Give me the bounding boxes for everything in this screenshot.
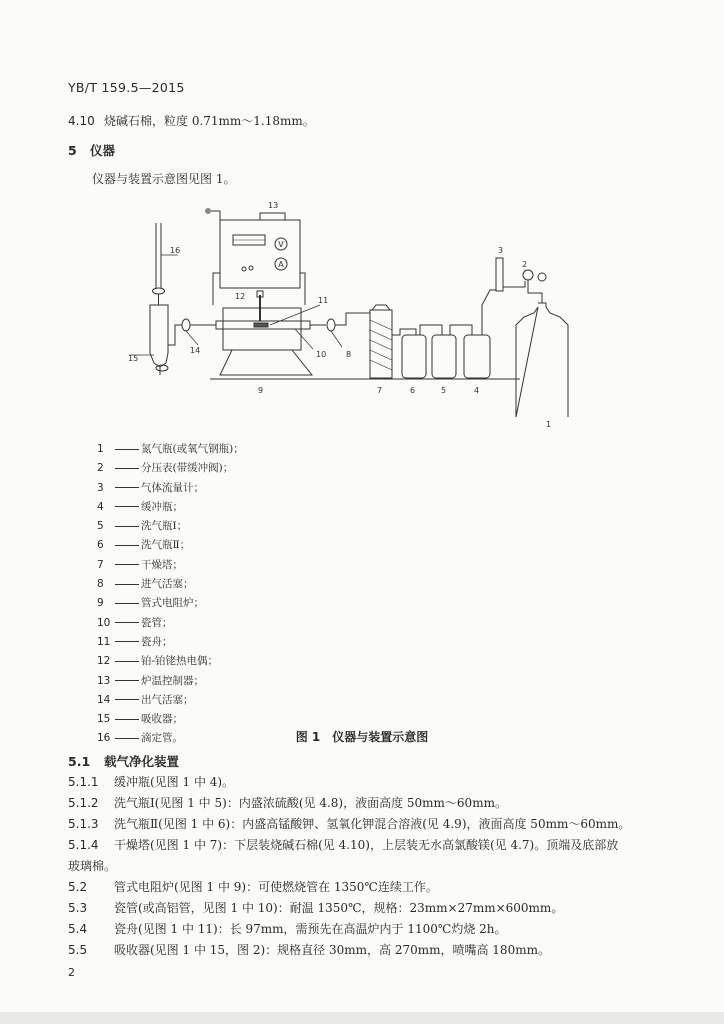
legend-dash bbox=[115, 468, 139, 469]
legend-item bbox=[97, 536, 244, 555]
figure-legend bbox=[97, 440, 244, 749]
section-5-1-heading bbox=[68, 752, 179, 770]
regulator-valve-icon bbox=[538, 273, 546, 281]
label-16: 16 bbox=[170, 246, 181, 255]
label-2: 2 bbox=[522, 260, 528, 269]
label-11: 11 bbox=[318, 296, 329, 305]
item-5-1-1: 5.1.1 缓冲瓶(见图 1 中 4)。 bbox=[68, 775, 235, 789]
legend-item bbox=[97, 710, 244, 729]
label-13: 13 bbox=[268, 201, 279, 210]
drying-tower-cap bbox=[372, 305, 390, 310]
label-7: 7 bbox=[377, 386, 383, 395]
legend-item bbox=[97, 652, 244, 671]
label-10: 10 bbox=[316, 350, 327, 359]
label-14: 14 bbox=[190, 346, 201, 355]
drying-tower bbox=[370, 310, 392, 378]
controller-wire-right bbox=[300, 273, 305, 305]
item-5-1-3: 5.1.3 洗气瓶Ⅱ(见图 1 中 6)：内盛高锰酸钾、氢氧化钾混合溶液(见 4.9)，液面高度 50mm～60mm。 bbox=[68, 817, 631, 831]
label-1: 1 bbox=[546, 420, 552, 429]
label-8: 8 bbox=[346, 350, 352, 359]
legend-item-number: 5 bbox=[97, 520, 104, 533]
voltmeter-label: V bbox=[278, 240, 284, 249]
absorber-inlet-tube bbox=[168, 325, 182, 345]
apparatus-diagram bbox=[120, 195, 590, 430]
legend-item-number: 8 bbox=[97, 578, 104, 591]
legend-dash bbox=[115, 545, 139, 546]
figure-caption: 图 1 仪器与装置示意图 bbox=[295, 730, 429, 744]
tube-5-4 bbox=[450, 325, 472, 335]
legend-dash bbox=[115, 526, 139, 527]
label-3: 3 bbox=[498, 246, 504, 255]
burette-stopcock bbox=[153, 288, 165, 294]
ammeter-label: A bbox=[278, 260, 284, 269]
legend-item-number: 7 bbox=[97, 558, 104, 571]
legend-item bbox=[97, 633, 244, 652]
legend-item-text: 炉温控制器； bbox=[141, 674, 204, 687]
absorber-vessel bbox=[150, 305, 168, 367]
legend-item-text: 管式电阻炉； bbox=[141, 597, 204, 610]
legend-item-text: 分压表(带缓冲阀)； bbox=[141, 462, 234, 475]
controller-wire-top bbox=[211, 211, 220, 220]
section-5-number: 5 bbox=[68, 143, 77, 158]
label-8-leader bbox=[331, 331, 342, 347]
scan-bottom-edge bbox=[0, 1012, 724, 1024]
label-6: 6 bbox=[410, 386, 416, 395]
legend-item-text: 进气活塞； bbox=[141, 578, 194, 591]
legend-item-number: 11 bbox=[97, 635, 111, 648]
legend-item bbox=[97, 517, 244, 536]
legend-item-number: 1 bbox=[97, 443, 104, 455]
dryer-connect-tube bbox=[335, 313, 370, 325]
legend-dash bbox=[115, 641, 139, 642]
label-10-leader bbox=[295, 329, 313, 349]
legend-item-number: 4 bbox=[97, 500, 104, 513]
furnace-stand bbox=[220, 350, 312, 375]
intro-sentence: 仪器与装置示意图见图 1。 bbox=[92, 172, 236, 186]
section-5-1-title: 载气净化装置 bbox=[104, 754, 180, 769]
legend-item-number: 12 bbox=[97, 655, 111, 668]
legend-item-text: 铂-铂铑热电偶； bbox=[141, 655, 219, 668]
item-5-4: 5.4 瓷舟(见图 1 中 11)：长 97mm，需预先在高温炉内于 1100℃灼烧 2h。 bbox=[68, 922, 507, 936]
legend-item bbox=[97, 691, 244, 710]
controller-wire-left bbox=[213, 273, 220, 305]
legend-item-text: 干燥塔； bbox=[141, 558, 183, 571]
legend-item-number: 3 bbox=[97, 481, 104, 494]
item-5-1-4: 5.1.4 干燥塔(见图 1 中 7)：下层装烧碱石棉(见 4.10)，上层装无水高氯酸镁(见 4.7)。顶端及底部放 bbox=[68, 838, 619, 852]
legend-item-text: 洗气瓶Ⅱ； bbox=[141, 539, 191, 552]
legend-item bbox=[97, 498, 244, 517]
legend-dash bbox=[115, 661, 139, 662]
legend-dash bbox=[115, 603, 139, 604]
wash-bottle-1 bbox=[432, 335, 456, 378]
legend-item bbox=[97, 614, 244, 633]
item-5-5: 5.5 吸收器(见图 1 中 15，图 2)：规格直径 30mm，高 270mm，喷嘴高 180mm。 bbox=[68, 943, 550, 957]
standard-header: YB/T 159.5—2015 bbox=[68, 80, 185, 95]
legend-item bbox=[97, 594, 244, 613]
legend-dash bbox=[115, 699, 139, 700]
gas-cylinder bbox=[516, 303, 568, 417]
legend-dash bbox=[115, 584, 139, 585]
item-4-10 bbox=[68, 112, 315, 129]
drying-tower-fill bbox=[370, 320, 392, 370]
legend-item-text: 气体流量计； bbox=[141, 481, 204, 494]
flow-meter bbox=[496, 258, 503, 291]
page-number: 2 bbox=[68, 966, 75, 979]
temperature-controller-box bbox=[220, 220, 300, 288]
legend-item-number: 14 bbox=[97, 693, 111, 706]
control-knob-icon bbox=[249, 266, 253, 270]
wash-bottle-2 bbox=[402, 335, 426, 378]
legend-item bbox=[97, 459, 244, 478]
legend-item-text: 出气活塞； bbox=[141, 693, 194, 706]
label-12: 12 bbox=[235, 292, 246, 301]
legend-item bbox=[97, 575, 244, 594]
regulator-tube bbox=[528, 280, 542, 303]
legend-dash bbox=[115, 719, 139, 720]
legend-item bbox=[97, 440, 244, 459]
item-4-10-text: 烧碱石棉，粒度 0.71mm～1.18mm。 bbox=[104, 114, 315, 128]
label-14-leader bbox=[186, 331, 198, 345]
legend-item-number: 10 bbox=[97, 616, 111, 629]
controller-wire-13 bbox=[260, 213, 285, 220]
legend-dash bbox=[115, 622, 139, 623]
legend-item-text: 吸收器； bbox=[141, 713, 183, 726]
section-5-heading bbox=[68, 141, 115, 159]
legend-dash bbox=[115, 449, 139, 450]
legend-dash bbox=[115, 564, 139, 565]
legend-item-number: 9 bbox=[97, 597, 104, 610]
item-5-2: 5.2 管式电阻炉(见图 1 中 9)：可使燃烧管在 1350℃连续工作。 bbox=[68, 880, 438, 894]
legend-item-number: 15 bbox=[97, 713, 111, 726]
legend-item-text: 滴定管。 bbox=[141, 732, 183, 745]
inlet-stopcock bbox=[327, 319, 335, 331]
pressure-gauge-icon bbox=[523, 270, 533, 280]
outlet-stopcock bbox=[182, 319, 190, 331]
legend-item-text: 洗气瓶Ⅰ； bbox=[141, 520, 188, 533]
legend-item-number: 2 bbox=[97, 462, 104, 475]
legend-item-number: 6 bbox=[97, 539, 104, 552]
legend-item bbox=[97, 672, 244, 691]
item-5-1-2: 5.1.2 洗气瓶Ⅰ(见图 1 中 5)：内盛浓硫酸(见 4.8)，液面高度 50mm～60mm。 bbox=[68, 796, 507, 810]
power-indicator-icon bbox=[205, 208, 211, 214]
section-5-title: 仪器 bbox=[90, 143, 116, 158]
item-4-10-number: 4.10 bbox=[68, 114, 95, 128]
section-5-1-number: 5.1 bbox=[68, 754, 91, 769]
legend-item-text: 氮气瓶(或氧气钢瓶)； bbox=[141, 443, 244, 455]
legend-item-number: 13 bbox=[97, 674, 111, 687]
tube-3-2 bbox=[503, 281, 525, 287]
legend-item bbox=[97, 479, 244, 498]
legend-item-text: 瓷管； bbox=[141, 616, 173, 629]
tube-6-5 bbox=[420, 325, 442, 335]
label-5: 5 bbox=[441, 386, 447, 395]
buffer-bottle bbox=[464, 335, 490, 378]
legend-item bbox=[97, 556, 244, 575]
legend-dash bbox=[115, 506, 139, 507]
legend-item-text: 瓷舟； bbox=[141, 635, 173, 648]
item-5-3: 5.3 瓷管(或高铝管，见图 1 中 10)：耐温 1350℃，规格：23mm×27mm×600mm。 bbox=[68, 901, 564, 915]
legend-dash bbox=[115, 680, 139, 681]
label-15: 15 bbox=[128, 354, 139, 363]
legend-item-text: 缓冲瓶； bbox=[141, 500, 183, 513]
control-knob-icon bbox=[242, 267, 246, 271]
tube-4-3 bbox=[482, 290, 496, 335]
legend-dash bbox=[115, 487, 139, 488]
tube-7-6 bbox=[392, 329, 416, 335]
label-9: 9 bbox=[258, 386, 264, 395]
ceramic-boat bbox=[254, 323, 268, 327]
item-5-1-4-continued: 玻璃棉。 bbox=[68, 859, 117, 873]
label-4: 4 bbox=[474, 386, 480, 395]
legend-item-number: 16 bbox=[97, 732, 111, 745]
